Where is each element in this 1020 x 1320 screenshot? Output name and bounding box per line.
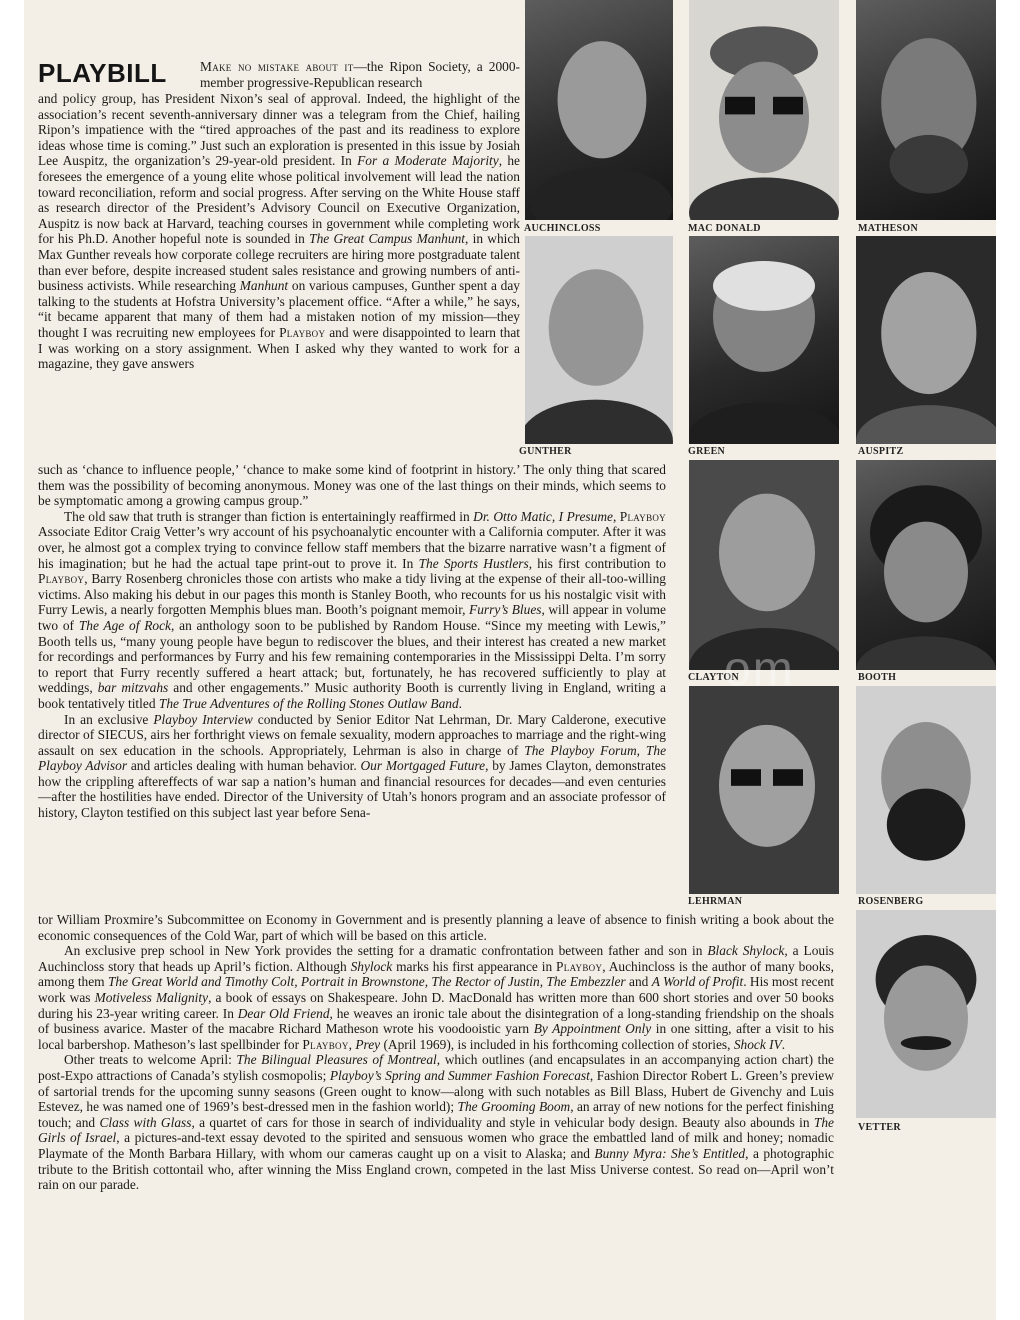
caption-clayton: CLAYTON <box>688 672 740 683</box>
caption-gunther: GUNTHER <box>519 446 572 457</box>
photo-green <box>689 236 839 444</box>
photo-booth <box>856 460 996 670</box>
paragraph-3-continuation: tor William Proxmire’s Subcommittee on Economy in Government and is presently planning a leave of absence to finish writing a book about the economic consequences of the Cold War, part of which will be based on this article. An exclusive prep school in New York provides the setting for a dramatic confrontation between father and son in Black Shylock, a Louis Auchincloss story that heads up April’s fiction. Although Shylock marks his first appearance in Playboy, Auchincloss is the author of many books, among them The Great World and Timothy Colt, Portrait in Brownstone, The Rector of Justin, The Embezzler and A World of Profit. His most recent work was Motiveless Malignity, a book of essays on Shakespeare. John D. MacDonald has written more than 600 short stories and over 50 books during his 23-year writing career. In Dear Old Friend, he weaves an ironic tale about the disintegration of a long-standing friendship on the shoals of business avarice. Master of the macabre Richard Matheson wrote his voodooistic yarn By Appointment Only in one sitting, after a visit to his local barbershop. Matheson’s last spellbinder for Playboy, Prey (April 1969), is included in his forthcoming collection of stories, Shock IV. Other treats to welcome April: The Bilingual Pleasures of Montreal, which outlines (and encapsulates in an accompanying action chart) the post-Expo attractions of Canada’s stylish cosmopolis; Playboy’s Spring and Summer Fashion Forecast, Fashion Director Robert L. Green’s preview of sartorial trends for the upcoming sunny seasons (Green ought to know—along with such notables as Bill Blass, Hubert de Givenchy and Luis Estevez, he was named one of 1969’s best-dressed men in the fashion world); The Grooming Boom, an array of new notions for the perfect finishing touch; and Class with Glass, a quartet of cars for those in search of individuality and style in vehicular body design. Beauty also abounds in The Girls of Israel, a pictures-and-text essay devoted to the spirited and sensuous women who grace the embattled land of milk and honey; nomadic Playmate of the Month Barbara Hillary, with whom our cameras caught up on a visit to Alaska; and Bunny Myra: She’s Entitled, a photographic tribute to the British cottontail who, after winning the Miss England crown, competed in the last Miss Universe contest. So read on—April won’t rain on our parade. <box>38 912 835 1193</box>
caption-lehrman: LEHRMAN <box>688 896 743 907</box>
photo-auspitz <box>856 236 996 444</box>
photo-clayton <box>689 460 839 670</box>
watermark: om <box>724 643 795 696</box>
caption-rosenberg: ROSENBERG <box>858 896 924 907</box>
playbill-masthead: PLAYBILL <box>38 58 167 88</box>
caption-auchincloss: AUCHINCLOSS <box>524 223 601 234</box>
caption-matheson: MATHESON <box>858 223 918 234</box>
lead-smallcaps: Make no mistake about it <box>200 59 354 74</box>
caption-booth: BOOTH <box>858 672 897 683</box>
lead-paragraph <box>200 59 520 90</box>
photo-lehrman <box>689 686 839 894</box>
caption-macdonald: MAC DONALD <box>688 223 761 234</box>
caption-vetter: VETTER <box>858 1122 901 1133</box>
photo-macdonald <box>689 0 839 220</box>
photo-vetter <box>856 910 996 1118</box>
caption-auspitz: AUSPITZ <box>858 446 904 457</box>
photo-rosenberg <box>856 686 996 894</box>
paragraph-1-narrow: and policy group, has President Nixon’s seal of approval. Indeed, the highlight of the association’s recent seventh-anniversary dinner was a telegram from the Chief, hailing Ripon’s impatience with the “tired approaches of the past and its readiness to explore ideas whose time is coming.” Just such an exploration is presented in this issue by Josiah Lee Auspitz, the organization’s 29-year-old president. In For a Moderate Majority, he foresees the emergence of a young elite whose political involvement will lead the nation toward reconciliation, reform and social progress. After serving on the White House staff as research director of the President’s Advisory Council on Executive Organization, Auspitz is now back at Harvard, teaching courses in government while completing work for his Ph.D. Another hopeful note is sounded in The Great Campus Manhunt, in which Max Gunther reveals how corporate college recruiters are hiring more postgraduate talent than ever before, despite increased student sales resistance and growing numbers of anti-business activists. While researching Manhunt on various campuses, Gunther spent a day talking to the students at Hofstra University’s placement office. “After a while,” he says, “it became apparent that many of them had a mistaken notion of my mission—they thought I was recruiting new employees for Playboy and were disappointed to learn that I was working on a story assignment. When I asked why they wanted to work for a magazine, they gave answers <box>38 91 521 372</box>
paragraph-1-wide: such as ‘chance to influence people,’ ‘chance to make some kind of footprint in history.’ The only thing that scared them was the possibility of becoming anonymous. Money was one of the last things on their minds, which seems to be symptomatic among a growing campus group.” The old saw that truth is stranger than fiction is entertainingly reaffirmed in Dr. Otto Matic, I Presume, Playboy Associate Editor Craig Vetter’s wry account of his psychoanalytic encounter with a California computer. After it was over, he almost got a complex trying to convince fellow staff members that the bizarre narrative wasn’t a figment of his imagination; but he had the actual tape print-out to prove it. In The Sports Hustlers, his first contribution to Playboy, Barry Rosenberg chronicles those con artists who make a tidy living at the expense of their all-too-willing victims. Also making his debut in our pages this month is Stanley Booth, who recounts for us his nostalgic visit with Furry Lewis, a nearly forgotten Memphis blues man. Booth’s poignant memoir, Furry’s Blues, will appear in volume two of The Age of Rock, an anthology soon to be published by Random House. “Since my meeting with Lewis,” Booth tells us, “many young people have begun to rediscover the blues, and their interest has created a new market for recordings and performances by Furry and his few remaining contemporaries in the Mississippi Delta. I’m sorry to report that Furry recently suffered a heart attack; but, fortunately, he has recovered sufficiently to play at weddings, bar mitzvahs and other engagements.” Music authority Booth is currently living in England, writing a book tentatively titled The True Adventures of the Rolling Stones Outlaw Band. In an exclusive Playboy Interview conducted by Senior Editor Nat Lehrman, Dr. Mary Calderone, executive director of SIECUS, airs her forthright views on female sexuality, modern approaches to marriage and the right-wing assault on sex education in the schools. Appropriately, Lehrman is also in charge of The Playboy Forum, The Playboy Advisor and articles dealing with human behavior. Our Mortgaged Future, by James Clayton, demonstrates how the crippling aftereffects of war sap a nation’s human and financial resources for decades—and even centuries—after the hostilities have ended. Director of the University of Utah’s honors program and an associate professor of history, Clayton testified on this subject last year before Sena- <box>38 462 667 821</box>
caption-green: GREEN <box>688 446 726 457</box>
photo-gunther <box>525 236 673 444</box>
lead-text: —the Ripon Society, a 2000-member progressive-Republican research <box>200 59 520 90</box>
photo-auchincloss <box>525 0 673 220</box>
photo-matheson <box>856 0 996 220</box>
magazine-page <box>24 0 996 1320</box>
